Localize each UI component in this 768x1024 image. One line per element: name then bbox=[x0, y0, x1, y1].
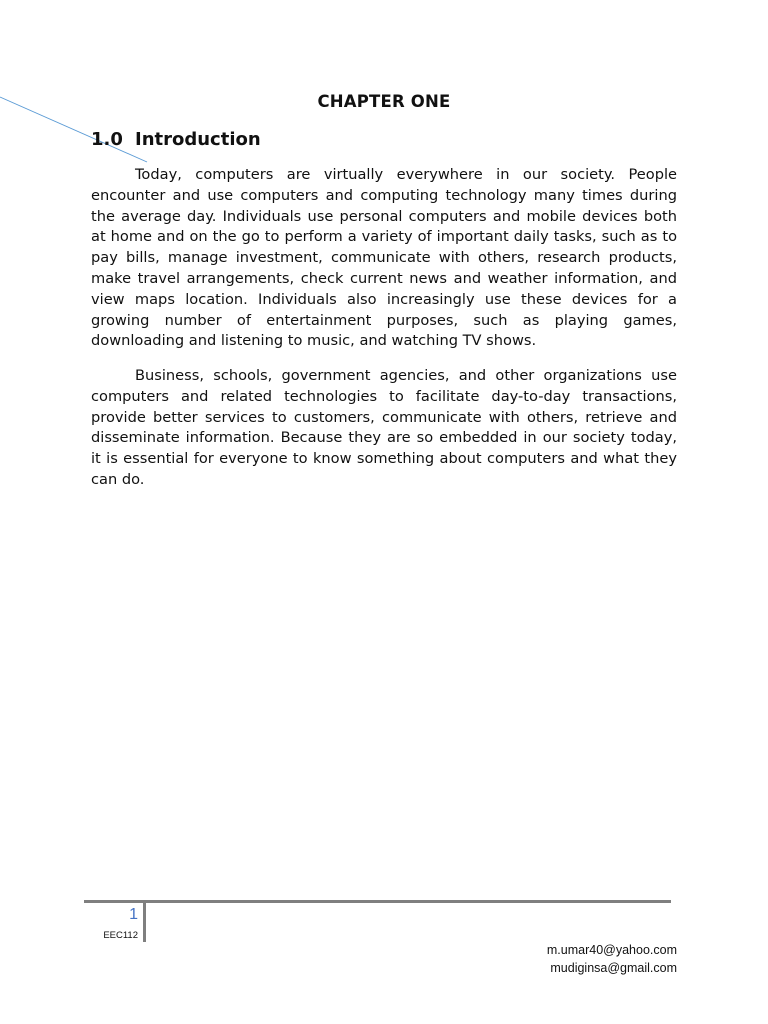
course-code: EEC112 bbox=[103, 930, 138, 941]
footer-email: m.umar40@yahoo.com bbox=[546, 943, 677, 957]
footer-email: mudiginsa@gmail.com bbox=[550, 961, 677, 975]
footer-vertical-divider bbox=[143, 903, 146, 942]
section-number: 1.0 bbox=[91, 129, 123, 150]
chapter-title: CHAPTER ONE bbox=[317, 92, 451, 111]
paragraph: Today, computers are virtually everywhere in our society. People encounter and use computers and computing technology many times during the average day. Individuals use personal computers and mobile devices both at home and on the go to perform a variety of important daily tasks, such as to pay bills, manage investment, communicate with others, research products, make travel arrangements, check current news and weather information, and view maps location. Individuals also increasingly use these devices for a growing number of entertainment purposes, such as playing games, downloading and listening to music, and watching TV shows. bbox=[91, 166, 677, 350]
footer-divider bbox=[84, 900, 671, 903]
section-heading bbox=[91, 129, 261, 150]
page-number: 1 bbox=[129, 906, 138, 923]
section-title: Introduction bbox=[135, 129, 261, 150]
paragraph: Business, schools, government agencies, and other organizations use computers and related technologies to facilitate day-to-day transactions, provide better services to customers, communicate with others, retrieve and disseminate information. Because they are so embedded in our society today, it is essential for everyone to know something about computers and what they can do. bbox=[91, 367, 677, 488]
